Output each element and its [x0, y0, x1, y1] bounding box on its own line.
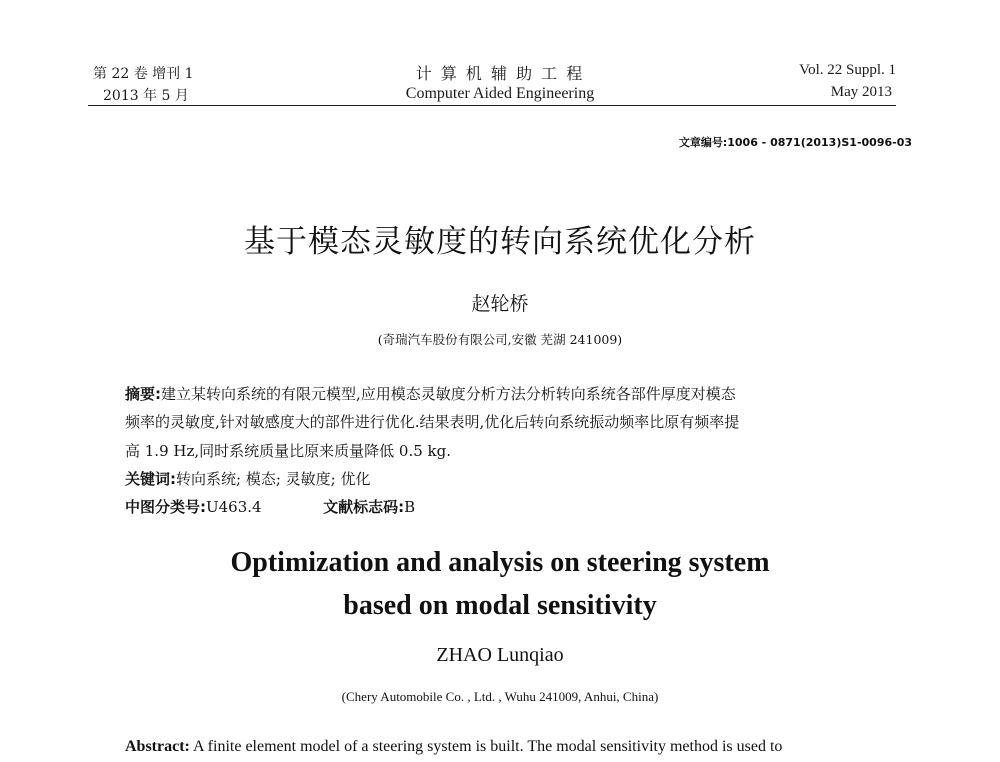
abstract-en-label: Abstract: — [125, 738, 190, 755]
classification-label: 中图分类号: — [125, 498, 206, 516]
keywords-cn-value: 转向系统; 模态; 灵敏度; 优化 — [176, 470, 371, 488]
page-title-en-line1: Optimization and analysis on steering system — [230, 547, 770, 578]
abstract-cn-line2: 频率的灵敏度,针对敏感度大的部件进行优化.结果表明,优化后转向系统振动频率比原有频率提 — [125, 413, 740, 431]
classification-value: U463.4 — [206, 498, 262, 516]
abstract-cn-label: 摘要: — [125, 385, 161, 403]
article-number: 文章编号:1006 - 0871(2013)S1-0096-03 — [678, 136, 912, 149]
page-title-en-line2: based on modal sensitivity — [343, 590, 657, 621]
keywords-cn-label: 关键词: — [125, 470, 176, 488]
author-en: ZHAO Lunqiao — [436, 644, 564, 666]
journal-name-en: Computer Aided Engineering — [405, 85, 595, 102]
document-code-value: B — [404, 498, 416, 516]
abstract-cn-line3: 高 1.9 Hz,同时系统质量比原来质量降低 0.5 kg. — [125, 442, 451, 460]
abstract-en-text1: A finite element model of a steering system is built. The modal sensitivity method is used to — [193, 738, 783, 755]
abstract-cn-line1 — [125, 383, 736, 404]
journal-volume: 第 22 卷 增刊 1 — [93, 66, 194, 82]
journal-date-en: May 2013 — [830, 84, 892, 100]
journal-date: 2013 年 5 月 — [103, 88, 189, 104]
journal-name-cn: 计 算 机 辅 助 工 程 — [415, 64, 585, 83]
document-code-label: 文献标志码: — [323, 498, 405, 516]
page-title-cn: 基于模态灵敏度的转向系统优化分析 — [244, 224, 756, 260]
keywords-cn — [125, 468, 370, 489]
header-rule — [88, 105, 896, 106]
abstract-en-line1 — [125, 738, 782, 756]
abstract-cn-text1: 建立某转向系统的有限元模型,应用模态灵敏度分析方法分析转向系统各部件厚度对模态 — [161, 385, 736, 403]
affiliation-en: (Chery Automobile Co. , Ltd. , Wuhu 241009, Anhui, China) — [341, 689, 659, 704]
author-cn: 赵轮桥 — [471, 293, 529, 315]
affiliation-cn: (奇瑞汽车股份有限公司,安徽 芜湖 241009) — [377, 332, 623, 347]
journal-volume-en: Vol. 22 Suppl. 1 — [799, 62, 896, 78]
classification-line — [125, 496, 415, 517]
